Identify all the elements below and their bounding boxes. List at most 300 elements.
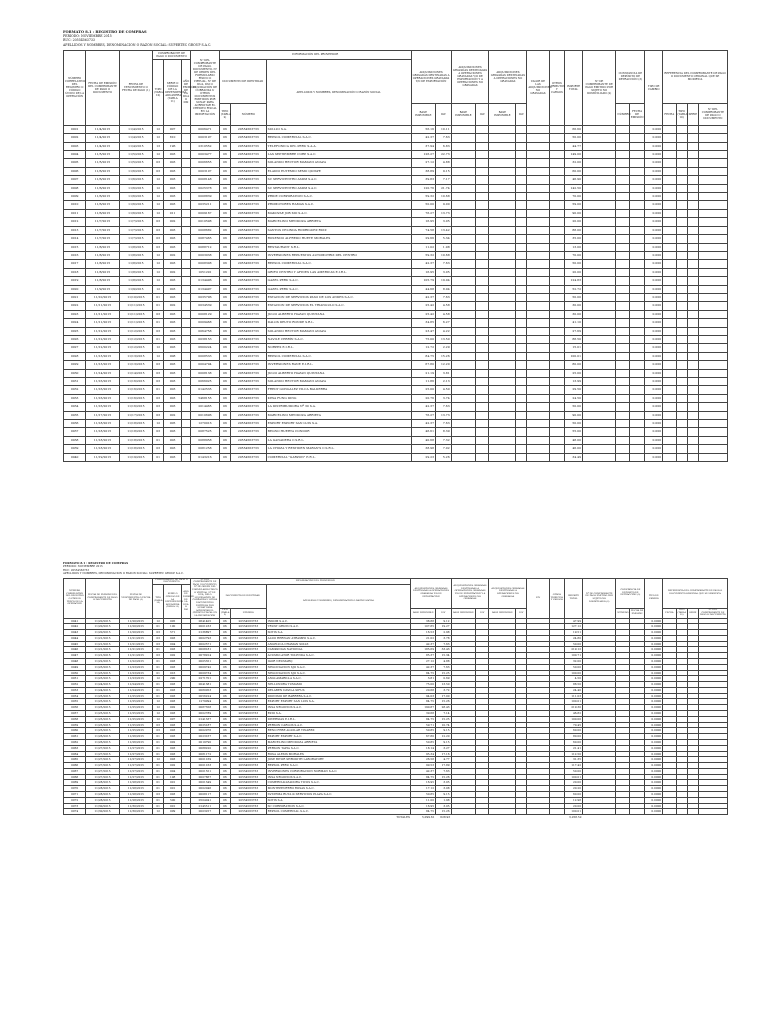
col-det-numero-2: NÚMERO <box>616 608 629 618</box>
table-cell: 20554563733 <box>231 436 267 444</box>
table-cell: 0062 <box>64 739 86 745</box>
table-cell: 06 <box>219 226 230 234</box>
table-cell: 03 <box>153 361 164 369</box>
table-cell <box>698 319 727 327</box>
table-cell <box>489 310 516 318</box>
table-cell: 0003257 <box>190 809 219 815</box>
table-cell <box>451 285 476 293</box>
table-cell: 06 <box>219 453 230 461</box>
table-cell: 70.00 <box>565 193 583 201</box>
table-cell <box>582 403 615 411</box>
table-cell: 11/20/2015 <box>119 624 152 630</box>
table-cell: 0.000 <box>645 403 663 411</box>
table-cell <box>489 209 516 217</box>
table-cell: 20554563733 <box>231 394 267 402</box>
col-no-gravadas: VALOR DE LAS ADQUISICIONES NO GRAVADAS <box>527 50 549 125</box>
table-cell: 0.000 <box>645 159 663 167</box>
table-cell: 11/28/2015 <box>119 780 152 786</box>
table-cell <box>182 268 191 276</box>
table-cell <box>516 243 527 251</box>
table-cell: 20554563733 <box>231 751 267 757</box>
table-cell: 06 <box>219 260 230 268</box>
table-cell: 3.05 <box>436 218 452 226</box>
table-cell: 142.50 <box>565 184 583 192</box>
table-cell: ROSENDO ALFREDO HUETE MORALES <box>266 235 411 243</box>
table-cell <box>663 378 676 386</box>
table-cell <box>182 201 191 209</box>
table-row <box>64 277 728 285</box>
table-cell: 0017 <box>64 260 86 268</box>
table-cell: 0136897 <box>190 630 219 636</box>
table-cell <box>687 293 698 301</box>
table-cell: 003 <box>164 647 182 653</box>
table-cell: 20554563733 <box>231 687 267 693</box>
table-row <box>64 285 728 293</box>
col-grav-1: ADQUISICIONES GRAVADAS DESTINADAS A OPERACIONES GRAVADAS Y/O DE EXPORTACIÓN <box>411 50 451 103</box>
table-cell: 003 <box>164 226 182 234</box>
table-cell <box>582 293 615 301</box>
table-cell: LAS SEPTIEMBRE CORP S.A.C. <box>266 151 411 159</box>
table-cell: SOTIS S.A. <box>266 630 411 636</box>
col-igv-1-2: IGV <box>435 608 451 618</box>
table-cell <box>687 184 698 192</box>
table-cell <box>489 142 516 150</box>
table-cell: 0001233 <box>190 624 219 630</box>
table-cell: 0.69 <box>435 676 451 682</box>
table-cell <box>489 428 516 436</box>
table-cell: 06 <box>219 125 230 133</box>
table-cell: 10.11 <box>436 125 452 133</box>
table-cell <box>687 394 698 402</box>
table-cell: 03 <box>153 791 164 797</box>
table-cell: 06 <box>219 293 230 301</box>
table-cell: 20554563733 <box>231 791 267 797</box>
table-cell: 0.0000 <box>645 699 663 705</box>
table-row <box>64 403 728 411</box>
col-igv-3-2: IGV <box>516 608 527 618</box>
table-cell <box>616 394 629 402</box>
table-cell <box>687 453 698 461</box>
table-cell <box>663 176 676 184</box>
table-cell: 112.50 <box>565 751 583 757</box>
table-cell: 9.12 <box>435 618 451 624</box>
table-cell: 06 <box>219 653 230 659</box>
table-cell: 12 <box>153 285 164 293</box>
table-cell: 0.000 <box>645 369 663 377</box>
table-cell: 11/23/2015 <box>119 664 152 670</box>
table-row <box>64 361 728 369</box>
col-referencia-2: REFERENCIA DEL COMPROBANTE DE PAGO O DOCUMENTO ORIGINAL QUE SE MODIFICA <box>663 578 728 608</box>
table-row <box>64 167 728 175</box>
table-cell <box>616 235 629 243</box>
table-cell: 0074 <box>64 809 86 815</box>
table-cell: 32.00 <box>565 159 583 167</box>
table-cell: 11/12/2015 <box>86 335 119 343</box>
table-cell: SOLANDO HECTOR MAMANI ANAZA <box>266 378 411 386</box>
table-cell: 11/12/2015 <box>119 344 152 352</box>
table-cell <box>687 310 698 318</box>
table-cell <box>629 428 645 436</box>
table-cell: 01 <box>153 774 164 780</box>
table-cell <box>629 445 645 453</box>
table-cell <box>516 420 527 428</box>
table-cell: 20554563733 <box>231 403 267 411</box>
table-cell: 11/7/2015 <box>86 235 119 243</box>
purchase-register-body <box>64 125 728 461</box>
table-cell: 11/19/2015 <box>86 453 119 461</box>
table-cell <box>476 436 489 444</box>
table-cell: 0063 <box>64 745 86 751</box>
table-cell <box>582 285 615 293</box>
table-cell: 12 <box>153 352 164 360</box>
table-cell: 0056 <box>64 705 86 711</box>
table-cell: 0072 <box>64 797 86 803</box>
table-cell: 003 <box>164 791 182 797</box>
table-cell <box>489 184 516 192</box>
table-cell <box>516 285 527 293</box>
table-cell <box>629 159 645 167</box>
table-cell: 11/5/2015 <box>119 159 152 167</box>
table-cell: 90.00 <box>565 209 583 217</box>
table-cell: 0009468 <box>190 319 219 327</box>
table-cell: 0078914 <box>190 653 219 659</box>
table-cell: 0032 <box>64 386 86 394</box>
table-cell <box>698 411 727 419</box>
table-cell: 03 <box>153 653 164 659</box>
table-cell: 0.000 <box>645 302 663 310</box>
table-cell <box>676 361 687 369</box>
col-doc-identidad: DOCUMENTO DE IDENTIDAD <box>219 59 266 103</box>
table-cell <box>663 327 676 335</box>
table-cell: 06 <box>219 268 230 276</box>
table-row <box>64 268 728 276</box>
table-cell <box>687 235 698 243</box>
table-cell: 11/14/2015 <box>86 369 119 377</box>
table-cell: 59.32 <box>411 251 436 259</box>
totals-empty-cell <box>687 815 698 820</box>
table-cell <box>489 277 516 285</box>
table-cell <box>489 201 516 209</box>
table-cell: 01 <box>153 670 164 676</box>
table-cell <box>582 361 615 369</box>
table-cell <box>182 285 191 293</box>
table-cell: 0015 <box>64 243 86 251</box>
table-cell <box>489 159 516 167</box>
table-cell <box>629 344 645 352</box>
table-cell: 25.42 <box>411 302 436 310</box>
table-cell <box>687 386 698 394</box>
table-cell <box>182 436 191 444</box>
table-cell <box>516 268 527 276</box>
table-cell: 25.00 <box>565 369 583 377</box>
table-cell: 4.58 <box>436 310 452 318</box>
table-cell: 16.95 <box>411 268 436 276</box>
table-cell <box>527 235 549 243</box>
table-cell <box>549 453 565 461</box>
table-cell: 11/18/2015 <box>119 445 152 453</box>
table-cell: 01 <box>153 453 164 461</box>
table-cell <box>676 335 687 343</box>
table-cell: 0057 <box>64 711 86 717</box>
table-cell: 3.72 <box>435 687 451 693</box>
table-cell: 003 <box>164 394 182 402</box>
table-cell <box>676 125 687 133</box>
table-cell: 0.000 <box>645 184 663 192</box>
table-cell: 0008682 <box>190 226 219 234</box>
table-cell: 11/16/2015 <box>86 403 119 411</box>
table-cell <box>516 201 527 209</box>
table-cell: 03 <box>153 369 164 377</box>
table-cell <box>451 268 476 276</box>
table-cell: 06 <box>219 134 230 142</box>
totals-label: TOTALES <box>396 815 410 820</box>
table-cell: 11/8/2015 <box>86 260 119 268</box>
table-cell <box>629 268 645 276</box>
table-cell: 11/8/2015 <box>86 268 119 276</box>
table-cell <box>663 428 676 436</box>
table-cell: 3.05 <box>436 268 452 276</box>
table-cell: 11/18/2015 <box>119 436 152 444</box>
table-cell: 11/7/2015 <box>119 235 152 243</box>
table-cell: 003 <box>164 293 182 301</box>
table-cell: 06 <box>219 378 230 386</box>
table-cell: ALDO HERNAN ATRAMPO S.A.C. <box>266 635 411 641</box>
table-cell: 0064 <box>64 751 86 757</box>
table-cell <box>676 302 687 310</box>
table-cell: 185.69 <box>411 647 436 653</box>
table-cell: 06 <box>219 722 230 728</box>
totals-empty-cell <box>489 815 516 820</box>
table-cell: LA DISTRIBUIDORA Nº 30 S.A. <box>266 403 411 411</box>
totals-empty-cell <box>549 815 565 820</box>
table-cell <box>489 167 516 175</box>
table-cell: 3.74 <box>436 394 452 402</box>
table-cell: 20554563733 <box>231 209 267 217</box>
table-cell: 21.41 <box>565 745 583 751</box>
table-cell: JULIO ALBERTO HAZAN QUINTANA <box>266 310 411 318</box>
table-cell: 06 <box>219 682 230 688</box>
table-cell <box>451 235 476 243</box>
table-cell: 06 <box>219 745 230 751</box>
table-cell: ROSA ALEXIS MORALES <box>266 751 411 757</box>
table-cell <box>687 251 698 259</box>
table-cell <box>549 134 565 142</box>
table-cell: 11/28/2015 <box>119 797 152 803</box>
table-cell <box>527 293 549 301</box>
table-cell: 11/6/2015 <box>119 167 152 175</box>
table-cell: 11/9/2015 <box>119 285 152 293</box>
table-cell: 15.25 <box>435 670 451 676</box>
table-cell <box>549 167 565 175</box>
table-cell: 219.12 <box>565 647 583 653</box>
table-cell: SC CORPORATION S.A.C. <box>266 803 411 809</box>
table-cell <box>616 218 629 226</box>
table-cell: 31.35 <box>565 757 583 763</box>
table-cell <box>582 436 615 444</box>
table-cell: EXPORT EXPORT SAN LUIS S.A. <box>266 420 411 428</box>
table-cell: 008 <box>164 352 182 360</box>
table-cell <box>616 134 629 142</box>
register-company: APELLIDOS Y NOMBRES, DENOMINACION O RAZON SOCIAL: SUPERTEC GROUP S.A.C. <box>63 42 212 47</box>
table-cell <box>549 428 565 436</box>
table-cell: 003 <box>164 369 182 377</box>
table-cell: 20554563733 <box>231 319 267 327</box>
table-cell: 003 <box>164 378 182 386</box>
register-ruc-2: RUC: 20554563733 <box>63 568 89 572</box>
table-cell: 0.0000 <box>645 734 663 740</box>
table-cell: 50.85 <box>411 791 436 797</box>
table-cell <box>451 310 476 318</box>
table-cell <box>527 268 549 276</box>
table-cell <box>451 201 476 209</box>
table-cell: 76.27 <box>411 411 436 419</box>
table-cell <box>516 277 527 285</box>
table-cell <box>516 436 527 444</box>
table-cell <box>489 260 516 268</box>
table-cell <box>549 378 565 386</box>
table-cell: 46.61 <box>411 428 436 436</box>
table-cell: 0019 <box>64 277 86 285</box>
table-row <box>64 453 728 461</box>
table-cell: 42.37 <box>411 768 436 774</box>
table-cell: 03 <box>153 243 164 251</box>
table-cell <box>516 327 527 335</box>
table-cell: 06 <box>219 167 230 175</box>
table-row <box>64 125 728 133</box>
table-cell: 59.00 <box>565 201 583 209</box>
purchase-register-body-2 <box>64 618 728 820</box>
table-cell <box>629 386 645 394</box>
table-cell: 11/27/2015 <box>86 745 119 751</box>
table-cell: 06 <box>219 791 230 797</box>
table-cell <box>663 226 676 234</box>
table-cell: 06 <box>219 618 230 624</box>
table-cell: 0.000 <box>645 394 663 402</box>
table-cell <box>582 386 615 394</box>
table-cell: 01 <box>153 659 164 665</box>
totals-empty-cell <box>182 815 191 820</box>
table-cell <box>476 209 489 217</box>
table-cell: 0.0000 <box>645 705 663 711</box>
table-cell <box>476 411 489 419</box>
table-cell: 55.00 <box>565 428 583 436</box>
table-cell: 126.27 <box>411 151 436 159</box>
table-cell <box>698 436 727 444</box>
table-cell: 20554563733 <box>231 809 267 815</box>
table-cell: 2.13 <box>436 378 452 386</box>
table-cell: 11/18/2015 <box>86 445 119 453</box>
table-cell: 0002789 <box>190 711 219 717</box>
table-cell: 11/4/2015 <box>119 142 152 150</box>
table-cell <box>663 201 676 209</box>
table-cell: 17.12 <box>411 786 436 792</box>
table-row <box>64 151 728 159</box>
table-cell: 0003038 <box>190 251 219 259</box>
table-cell <box>663 319 676 327</box>
table-cell: 6.83 <box>436 142 452 150</box>
table-cell <box>476 403 489 411</box>
table-cell <box>663 243 676 251</box>
table-cell: MONTEPENFERO ROSAS S.A.C. <box>266 786 411 792</box>
table-cell: 0001163 <box>190 763 219 769</box>
table-cell <box>516 184 527 192</box>
table-cell: 0008839 <box>190 193 219 201</box>
table-cell: 11/25/2015 <box>119 705 152 711</box>
table-cell: 0.000 <box>645 218 663 226</box>
table-cell <box>549 268 565 276</box>
table-cell <box>616 159 629 167</box>
table-row <box>64 319 728 327</box>
table-cell: 11/25/2015 <box>119 716 152 722</box>
table-cell: 20554563733 <box>231 757 267 763</box>
table-cell: 0.0000 <box>645 664 663 670</box>
table-cell: 20554563733 <box>231 176 267 184</box>
table-cell <box>698 260 727 268</box>
table-cell <box>663 151 676 159</box>
table-cell: 0034539 <box>190 302 219 310</box>
table-cell: 0087358 <box>190 705 219 711</box>
table-cell: 20554563733 <box>231 630 267 636</box>
table-cell: 0041381 <box>190 682 219 688</box>
table-cell: ACUMULATOR TOLENDA S.A.C. <box>266 653 411 659</box>
table-cell: 80.00 <box>565 734 583 740</box>
table-cell <box>527 243 549 251</box>
table-cell <box>676 134 687 142</box>
table-cell: 0.000 <box>645 386 663 394</box>
table-cell: 003 <box>164 428 182 436</box>
table-cell: 0.000 <box>645 251 663 259</box>
table-cell: 12 <box>153 716 164 722</box>
table-cell <box>663 134 676 142</box>
col-doc-tipo-2: TIPO (TABLA 2) <box>220 608 230 617</box>
table-cell <box>582 218 615 226</box>
totals-empty-cell <box>119 815 152 820</box>
table-cell <box>527 361 549 369</box>
table-cell <box>476 361 489 369</box>
table-cell <box>451 125 476 133</box>
table-cell <box>663 344 676 352</box>
table-cell <box>527 251 549 259</box>
table-cell: 7.63 <box>436 420 452 428</box>
table-cell: 11/25/2015 <box>86 693 119 699</box>
table-cell: 0047 <box>64 653 86 659</box>
table-cell <box>687 344 698 352</box>
table-cell: 107.85 <box>411 624 436 630</box>
table-cell <box>582 176 615 184</box>
table-cell <box>489 226 516 234</box>
table-cell: 0035 <box>64 411 86 419</box>
table-cell: 0048 <box>64 659 86 665</box>
table-cell: 20554563733 <box>231 218 267 226</box>
table-cell: 03 <box>153 159 164 167</box>
table-cell: 11/18/2015 <box>86 420 119 428</box>
table-cell <box>663 209 676 217</box>
totals-empty-cell <box>219 815 230 820</box>
table-cell: 003 <box>164 243 182 251</box>
table-cell: 20554563733 <box>231 734 267 740</box>
table-cell <box>582 445 615 453</box>
table-cell: 50.00 <box>565 403 583 411</box>
table-cell: 03 <box>153 310 164 318</box>
table-cell <box>582 327 615 335</box>
table-cell: 67.80 <box>411 734 436 740</box>
table-cell: 06 <box>219 641 230 647</box>
table-cell <box>182 335 191 343</box>
table-cell: 0006655 <box>190 159 219 167</box>
table-cell: 003 <box>164 327 182 335</box>
col-serie: SERIE O CÓDIGO DE LA DEPENDENCIA ADUANERA (TABLA 11) <box>164 59 182 125</box>
table-cell: 500 <box>164 797 182 803</box>
